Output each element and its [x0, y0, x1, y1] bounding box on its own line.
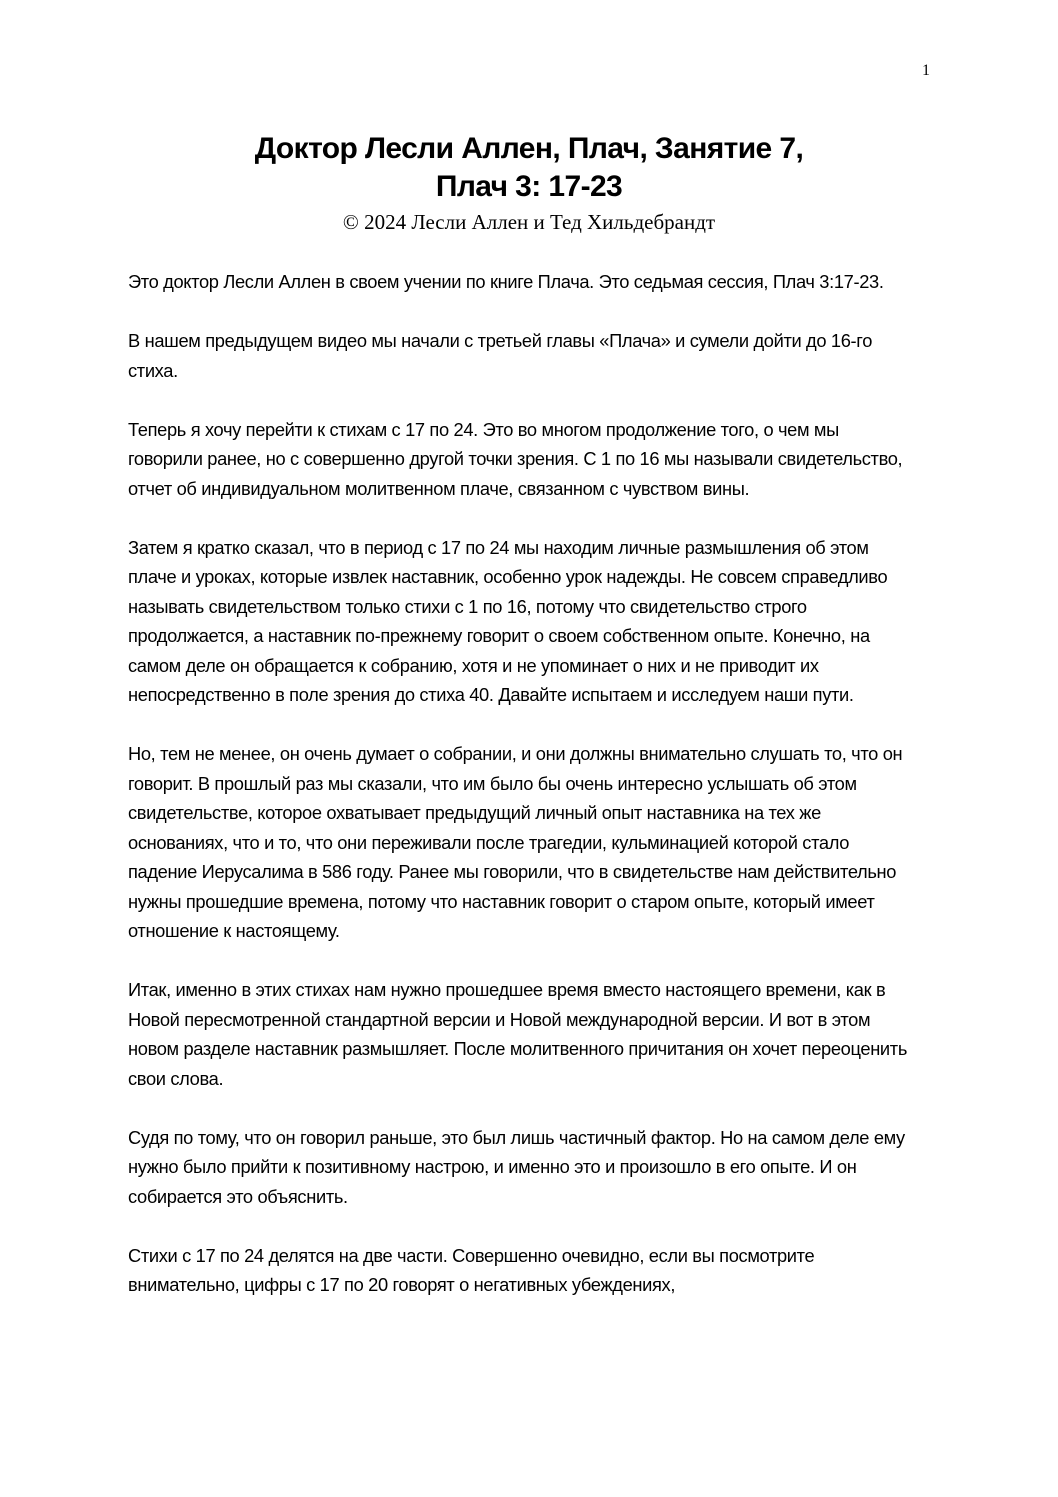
document-body: [128, 267, 918, 1329]
paragraph: Судя по тому, что он говорил раньше, это был лишь частичный фактор. Но на самом деле ему нужно было прийти к позитивному настрою, и именно это и произошло в его опыте. И он собирается это объяснить.: [128, 1126, 905, 1207]
document-title: [0, 130, 1058, 206]
paragraph: Итак, именно в этих стихах нам нужно прошедшее время вместо настоящего времени, как в Новой пересмотренной стандартной версии и Новой международной версии. И вот в этом новом разделе наставник размышляет. После молитвенного причитания он хочет переоценить свои слова.: [128, 979, 907, 1089]
title-line-1: Доктор Лесли Аллен, Плач, Занятие 7,: [254, 132, 804, 165]
page-number: 1: [922, 62, 930, 79]
paragraph: Затем я кратко сказал, что в период с 17 по 24 мы находим личные размышления об этом плаче и уроках, которые извлек наставник, особенно урок надежды. Не совсем справедливо называть свидетельством только стихи с 1 по 16, потому что свидетельство строго продолжается, а наставник по-прежнему говорит о своем собственном опыте. Конечно, на самом деле он обращается к собранию, хотя и не упоминает о них и не приводит их непосредственно в поле зрения до стиха 40. Давайте испытаем и исследуем наши пути.: [128, 536, 888, 705]
paragraph: В нашем предыдущем видео мы начали с третьей главы «Плача» и сумели дойти до 16-го стиха.: [128, 330, 873, 381]
copyright-notice: © 2024 Лесли Аллен и Тед Хильдебрандт: [342, 210, 716, 234]
document-header: [0, 130, 1058, 235]
paragraph: Стихи с 17 по 24 делятся на две части. Совершенно очевидно, если вы посмотрите внимательно, цифры с 17 по 20 говорят о негативных убеждениях,: [128, 1244, 815, 1295]
paragraph: Но, тем не менее, он очень думает о собрании, и они должны внимательно слушать то, что он говорит. В прошлый раз мы сказали, что им было бы очень интересно услышать об этом свидетельстве, которое охватывает предыдущий личный опыт наставника на тех же основаниях, что и то, что они переживали после трагедии, кульминацией которой стало падение Иерусалима в 586 году. Ранее мы говорили, что в свидетельстве нам действительно нужны прошедшие времена, потому что наставник говорит о старом опыте, который имеет отношение к настоящему.: [128, 743, 903, 941]
paragraph: Это доктор Лесли Аллен в своем учении по книге Плача. Это седьмая сессия, Плач 3:17-23.: [128, 271, 884, 292]
title-line-2: Плач 3: 17-23: [435, 170, 623, 203]
paragraph: Теперь я хочу перейти к стихам с 17 по 24. Это во многом продолжение того, о чем мы говорили ранее, но с совершенно другой точки зрения. С 1 по 16 мы называли свидетельство, отчет об индивидуальном молитвенном плаче, связанном с чувством вины.: [128, 418, 903, 499]
